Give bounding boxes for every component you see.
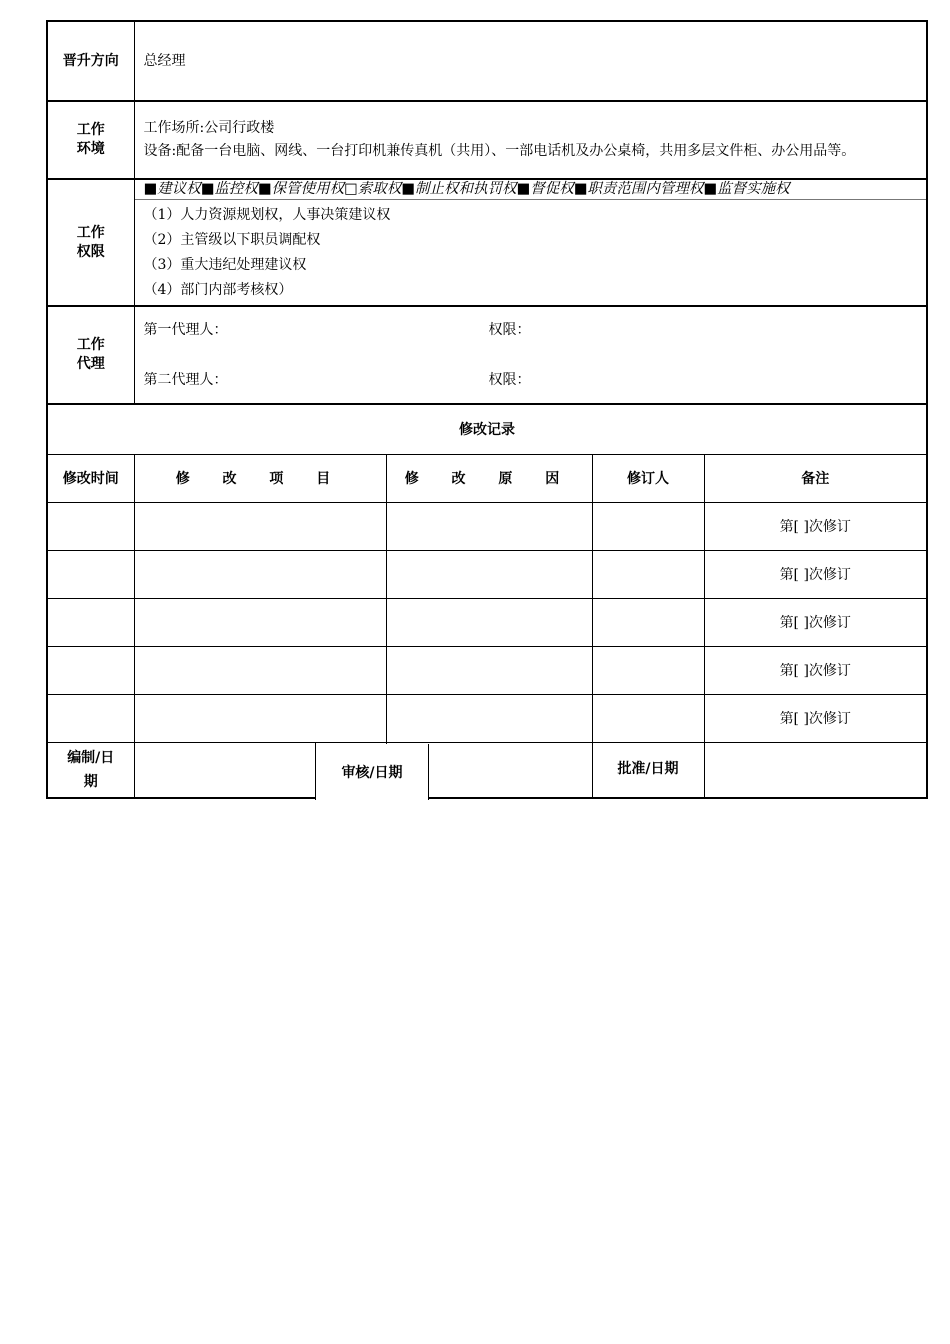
signoff-row (47, 742, 927, 798)
reason-cell[interactable] (386, 646, 592, 694)
reason-cell[interactable] (386, 502, 592, 550)
prepared-value[interactable] (134, 742, 315, 798)
approved-label: 批准/日期 (592, 742, 704, 798)
table-row (47, 694, 927, 742)
authority-checklist: ■建议权■监控权■保管使用权□索取权■制止权和执罚权■督促权■职责范围内管理权■监督实施权 (135, 180, 927, 200)
reviser-cell[interactable] (592, 550, 704, 598)
reason-cell[interactable] (386, 694, 592, 742)
environment-label (47, 101, 134, 179)
header-time: 修改时间 (47, 454, 134, 502)
authority-item: （1）人力资源规划权，人事决策建议权 (143, 207, 391, 223)
prepared-label (47, 742, 134, 798)
authority-item: （2）主管级以下职员调配权 (143, 232, 321, 248)
table-row (47, 502, 927, 550)
reviewed-label (315, 744, 429, 800)
agent-label (47, 306, 134, 404)
environment-equipment: 设备:配备一台电脑、网线、一台打印机兼传真机（共用）、一部电话机及办公桌椅，共用多层文件柜、办公用品等。 (143, 143, 856, 159)
promotion-label: 晋升方向 (47, 21, 134, 101)
table-row (47, 550, 927, 598)
promotion-value: 总经理 (134, 21, 927, 101)
reviser-cell[interactable] (592, 502, 704, 550)
note-cell: 第[ ]次修订 (704, 598, 927, 646)
job-description-page (46, 20, 926, 799)
time-cell[interactable] (47, 502, 134, 550)
approved-value[interactable] (704, 742, 927, 798)
authority-item: （3）重大违纪处理建议权 (143, 257, 307, 273)
header-reason: 修 改 原 因 (386, 454, 592, 502)
authority-item: （4）部门内部考核权） (143, 282, 293, 298)
second-agent-line (135, 368, 927, 393)
item-cell[interactable] (134, 646, 386, 694)
authority-label-line1: 工作 (76, 224, 105, 241)
table-row (47, 598, 927, 646)
note-cell: 第[ ]次修订 (704, 502, 927, 550)
authority-list (135, 200, 927, 303)
authority-label (47, 179, 134, 306)
first-agent-label: 第一代理人： (143, 321, 228, 338)
item-cell[interactable] (134, 694, 386, 742)
revision-title: 修改记录 (47, 404, 927, 454)
header-item: 修 改 项 目 (134, 454, 386, 502)
environment-label-line1: 工作 (76, 122, 105, 138)
reviser-cell[interactable] (592, 694, 704, 742)
revision-title-row (47, 404, 927, 454)
reviewed-label-text: 审核/日期 (341, 765, 403, 781)
table-row (47, 646, 927, 694)
authority-row (47, 179, 927, 306)
header-reviser: 修订人 (592, 454, 704, 502)
authority-value (134, 179, 927, 306)
environment-location: 工作场所:公司行政楼 (143, 120, 275, 136)
reason-cell[interactable] (386, 550, 592, 598)
header-note: 备注 (704, 454, 927, 502)
agent-value (134, 306, 927, 404)
time-cell[interactable] (47, 694, 134, 742)
item-cell[interactable] (134, 550, 386, 598)
promotion-row (47, 21, 927, 101)
environment-value (134, 101, 927, 179)
authority-label-line2: 权限 (76, 243, 105, 260)
note-cell: 第[ ]次修订 (704, 646, 927, 694)
agent-label-line2: 代理 (76, 356, 105, 372)
reason-cell[interactable] (386, 598, 592, 646)
agent-row (47, 306, 927, 404)
environment-row (47, 101, 927, 179)
revision-header-row (47, 454, 927, 502)
time-cell[interactable] (47, 550, 134, 598)
second-agent-scope-label: 权限： (488, 371, 531, 388)
time-cell[interactable] (47, 598, 134, 646)
environment-label-line2: 环境 (76, 141, 105, 157)
item-cell[interactable] (134, 598, 386, 646)
note-cell: 第[ ]次修订 (704, 550, 927, 598)
item-cell[interactable] (134, 502, 386, 550)
note-cell: 第[ ]次修订 (704, 694, 927, 742)
reviser-cell[interactable] (592, 598, 704, 646)
prepared-label-line1: 编制/日 (67, 749, 115, 766)
job-table (46, 20, 928, 799)
prepared-label-line2: 期 (83, 773, 98, 790)
reviser-cell[interactable] (592, 646, 704, 694)
first-agent-scope-label: 权限： (488, 321, 531, 338)
second-agent-label: 第二代理人： (143, 371, 228, 388)
time-cell[interactable] (47, 646, 134, 694)
agent-label-line1: 工作 (76, 337, 105, 353)
first-agent-line (135, 318, 927, 343)
